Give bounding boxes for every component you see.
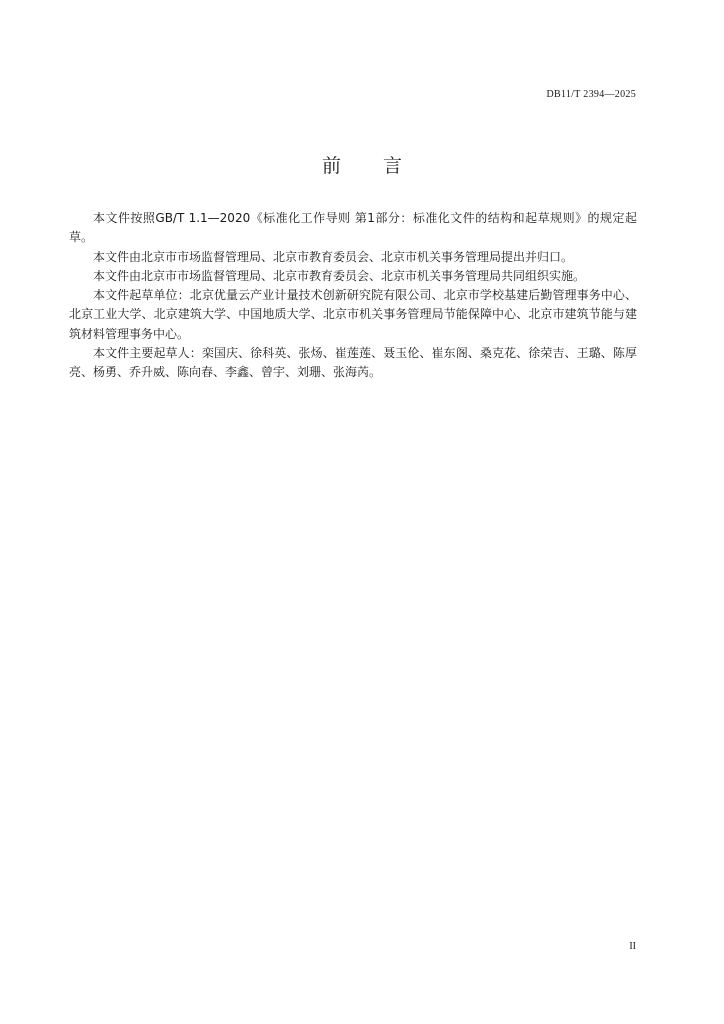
paragraph-implementer: 本文件由北京市市场监督管理局、北京市教育委员会、北京市机关事务管理局共同组织实施。 <box>93 268 586 283</box>
paragraph-proposer: 本文件由北京市市场监督管理局、北京市教育委员会、北京市机关事务管理局提出并归口。 <box>93 249 574 264</box>
page-number: II <box>629 941 636 952</box>
paragraph-drafters: 本文件主要起草人：栾国庆、徐科英、张炀、崔莲莲、聂玉伦、崔东阁、桑克花、徐荣吉、王璐、陈厚亮、杨勇、乔升威、陈向春、李鑫、曾宇、刘珊、张海芮。 <box>69 346 637 380</box>
paragraph-drafting-units: 本文件起草单位：北京优量云产业计量技术创新研究院有限公司、北京市学校基建后勤管理事务中心、北京工业大学、北京建筑大学、中国地质大学、北京市机关事务管理局节能保障中心、北京市建筑节能与建筑材料管理事务中心。 <box>69 288 637 341</box>
page-title: 前言 <box>321 155 444 177</box>
paragraph-drafting-rules: 本文件按照GB/T 1.1—2020《标准化工作导则 第1部分：标准化文件的结构和起草规则》的规定起草。 <box>69 211 637 245</box>
document-code: DB11/T 2394—2025 <box>546 89 636 100</box>
foreword-body <box>69 209 637 383</box>
